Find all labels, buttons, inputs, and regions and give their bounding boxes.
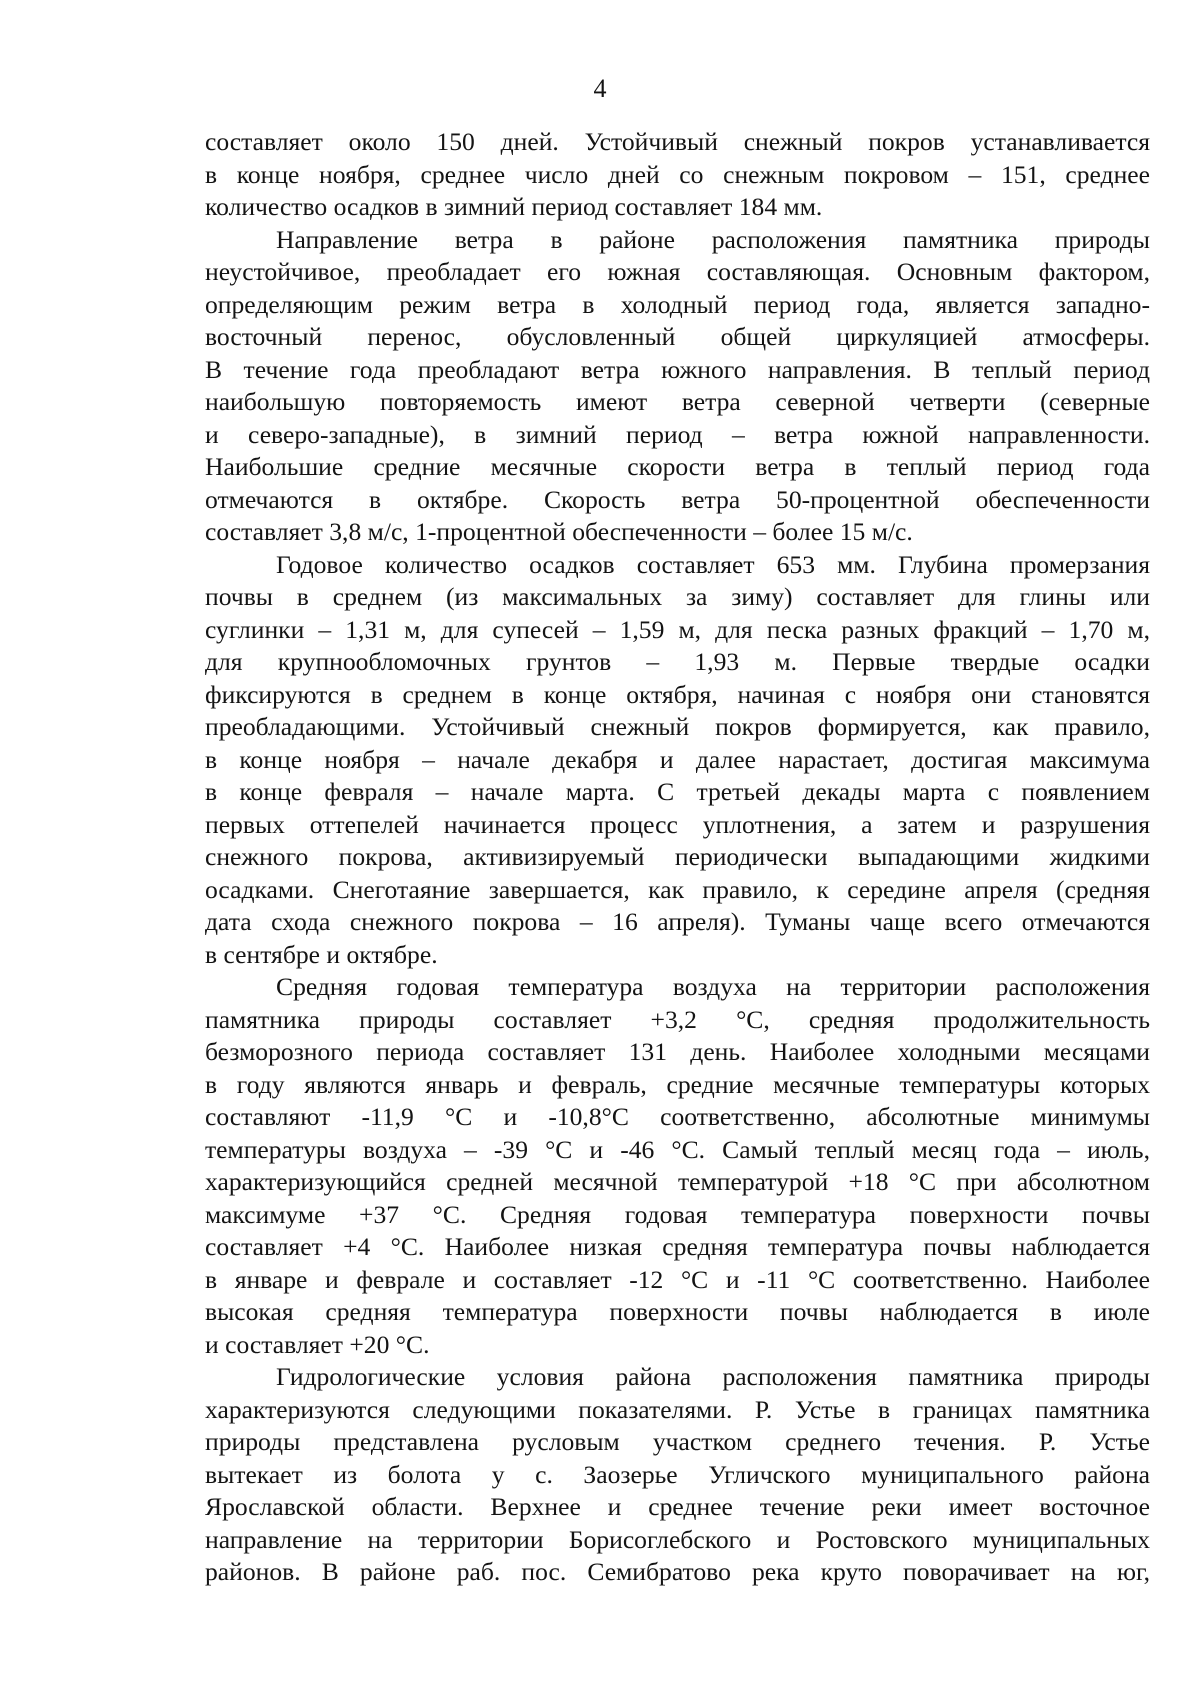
text-line: осадками. Снеготаяние завершается, как правило, к середине апреля (средняя — [205, 874, 1150, 904]
text-line: В течение года преобладают ветра южного направления. В теплый период — [205, 354, 1150, 384]
text-line: высокая средняя температура поверхности почвы наблюдается в июле — [205, 1297, 1150, 1326]
text-line: Средняя годовая температура воздуха на территории расположения — [276, 972, 1150, 1001]
text-line: первых оттепелей начинается процесс уплотнения, а затем и разрушения — [205, 809, 1150, 839]
text-line: в конце ноября, среднее число дней со снежным покровом – 151, среднее — [205, 159, 1150, 189]
text-line: безморозного периода составляет 131 день. Наиболее холодными месяцами — [205, 1037, 1150, 1066]
text-line: в году являются январь и февраль, средние месячные температуры которых — [205, 1069, 1150, 1099]
text-line: составляет 3,8 м/с, 1-процентной обеспеченности – более 15 м/с. — [205, 517, 913, 546]
text-line: и северо-западные), в зимний период – ветра южной направленности. — [205, 419, 1150, 449]
text-line: почвы в среднем (из максимальных за зиму) составляет для глины или — [205, 582, 1150, 611]
text-line: и составляет +20 °С. — [205, 1329, 430, 1359]
text-line: составляет около 150 дней. Устойчивый снежный покров устанавливается — [205, 127, 1150, 156]
text-line: снежного покрова, активизируемый периодически выпадающими жидкими — [205, 842, 1150, 871]
paragraph — [205, 1361, 1150, 1589]
text-line: суглинки – 1,31 м, для супесей – 1,59 м, для песка разных фракций – 1,70 м, — [205, 614, 1150, 644]
paragraph — [205, 224, 1150, 549]
text-line: восточный перенос, обусловленный общей циркуляцией атмосферы. — [205, 322, 1150, 351]
page-number: 4 — [593, 74, 607, 103]
text-line: определяющим режим ветра в холодный период года, является западно- — [205, 289, 1150, 319]
text-line: природы представлена русловым участком среднего течения. Р. Устье — [205, 1427, 1150, 1456]
paragraph — [205, 126, 1150, 224]
paragraph — [205, 971, 1150, 1361]
text-line: вытекает из болота у с. Заозерье Угличского муниципального района — [205, 1459, 1150, 1489]
text-line: в январе и феврале и составляет -12 °С и -11 °С соответственно. Наиболее — [205, 1264, 1150, 1294]
text-line: преобладающими. Устойчивый снежный покров формируется, как правило, — [205, 712, 1150, 741]
text-line: в конце февраля – начале марта. С третьей декады марта с появлением — [205, 777, 1150, 806]
text-line: температуры воздуха – -39 °С и -46 °С. Самый теплый месяц года – июль, — [205, 1134, 1150, 1164]
text-line: фиксируются в среднем в конце октября, начиная с ноября они становятся — [205, 679, 1150, 709]
text-line: характеризуются следующими показателями. Р. Устье в границах памятника — [205, 1394, 1150, 1424]
text-line: максимуме +37 °С. Средняя годовая температура поверхности почвы — [205, 1199, 1150, 1229]
text-line: Годовое количество осадков составляет 653 мм. Глубина промерзания — [276, 549, 1150, 579]
text-line: Направление ветра в районе расположения памятника природы — [276, 224, 1150, 254]
text-line: в сентябре и октябре. — [205, 939, 438, 969]
text-line: Ярославской области. Верхнее и среднее течение реки имеет восточное — [205, 1492, 1150, 1521]
text-line: составляет +4 °С. Наиболее низкая средняя температура почвы наблюдается — [205, 1232, 1150, 1261]
text-line: составляют -11,9 °С и -10,8°С соответственно, абсолютные минимумы — [205, 1102, 1150, 1131]
document-body — [205, 126, 1150, 1589]
text-line: Гидрологические условия района расположения памятника природы — [276, 1362, 1150, 1391]
text-line: памятника природы составляет +3,2 °С, средняя продолжительность — [205, 1004, 1150, 1034]
text-line: направление на территории Борисоглебского и Ростовского муниципальных — [205, 1524, 1150, 1554]
text-line: районов. В районе раб. пос. Семибратово река круто поворачивает на юг, — [205, 1557, 1150, 1586]
paragraph — [205, 549, 1150, 972]
text-line: количество осадков в зимний период составляет 184 мм. — [205, 192, 823, 221]
text-line: в конце ноября – начале декабря и далее нарастает, достигая максимума — [205, 744, 1150, 774]
text-line: наибольшую повторяемость имеют ветра северной четверти (северные — [205, 387, 1150, 416]
text-line: неустойчивое, преобладает его южная составляющая. Основным фактором, — [205, 257, 1150, 286]
text-line: для крупнообломочных грунтов – 1,93 м. Первые твердые осадки — [205, 647, 1150, 676]
text-line: дата схода снежного покрова – 16 апреля). Туманы чаще всего отмечаются — [205, 907, 1150, 936]
text-line: отмечаются в октябре. Скорость ветра 50-процентной обеспеченности — [205, 484, 1150, 514]
text-line: Наибольшие средние месячные скорости ветра в теплый период года — [205, 452, 1150, 481]
text-line: характеризующийся средней месячной температурой +18 °С при абсолютном — [205, 1167, 1150, 1196]
